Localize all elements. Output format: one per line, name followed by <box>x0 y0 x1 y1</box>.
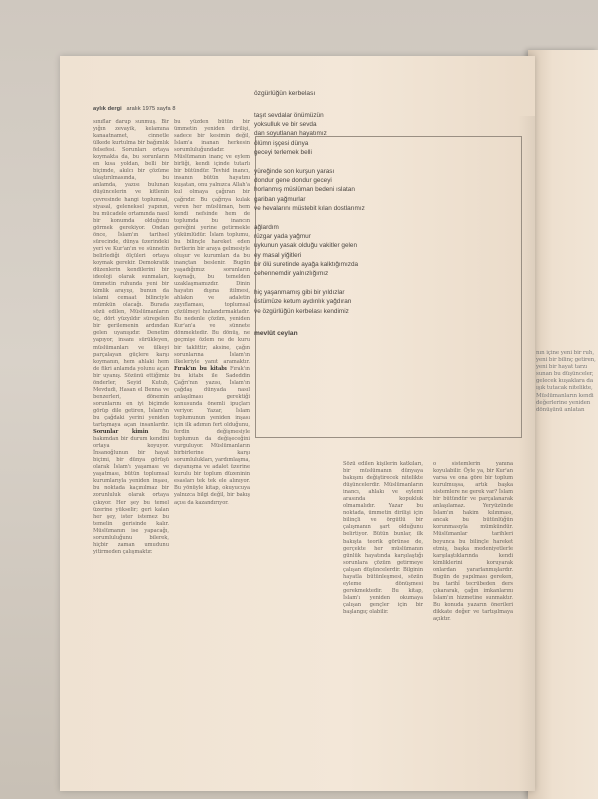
poem-line: hiç yaşanmamış gibi bir yıldızlar <box>254 289 345 297</box>
facing-page-text: nın içine yeni bir ruh, yeni bir bilinç getiren, yeni bir hayat tarzı sunan bu düşünceler, gelecek kuşaklara da ışık tutacak nitelikte, Müslümanların kendi değerlerine yeniden dönüşünü anlatan <box>536 350 596 413</box>
poem-line: yüreğinde son kurşun yarası <box>254 168 335 176</box>
poem-line: dondur gene dondur geceyi <box>254 177 332 185</box>
poem-line: ağlardım <box>254 224 279 232</box>
poem-stanza <box>254 223 459 278</box>
page-shadow <box>518 116 535 791</box>
poem-title: özgürlüğün kerbelası <box>254 90 316 97</box>
poem-line: ve özgürlüğün kerbelası kendimiz <box>254 307 349 315</box>
text-column-4 <box>433 461 513 761</box>
poem-line: bir ölü suretinde ayağa kalktığımızda <box>254 260 359 268</box>
poem-stanza <box>254 111 459 157</box>
subheading-2: Fırak'ın bu kitabı <box>174 365 227 372</box>
issue-info: aralık 1975 sayfa 8 <box>126 106 176 112</box>
poem-stanza <box>254 288 459 316</box>
poem-line: horlanmış müslüman bedeni ıslatan <box>254 186 355 194</box>
poem-line: yoksulluk ve bir sevda <box>254 121 317 129</box>
poem <box>254 90 459 337</box>
poem-line: üstümüze ketum aydınlık yağdıran <box>254 298 352 306</box>
text-column-3 <box>343 461 423 761</box>
column-1b-text: Bu bakımdan bir durum kendini ortaya koyuyor. İnsanoğlunun bir hayat biçimi, bir dünya görüşü olarak İslam'ı yaşaması ve yaşatması, bütün toplumsal kurumlarıyla yeniden inşası, bu noktada kaçınılmaz bir zorunluluk olarak ortaya çıkıyor. Her şey bu temel üzerine yükselir; geri kalan her şey, ister istemez bu temelin gerisinde kalır. Müslümanın ise yapacağı, sorumluluğunu bilerek, hiçbir zaman umudunu yitirmeden çalışmaktır. <box>93 429 169 555</box>
poem-line: gariban yağmurlar <box>254 195 306 203</box>
poem-line: ölümn işçesi dünya <box>254 139 309 147</box>
poem-line: taşıt sevdalar önümüzün <box>254 112 324 119</box>
poem-line: uykunun yasak olduğu vakitler gelen <box>254 242 358 250</box>
poem-line: dan soyutlanan hayatımız <box>254 130 327 138</box>
column-4-text: o sistemlerin yanına koyulabilir. Öyle ya, bir Kur'an varsa ve ona göre bir toplum kurulmuşsa, artık başka sistemlere ne gerek var? İslam bir bütündür ve parçalanarak anlaşılamaz. Yeryüzünde İslam'ın hakim kılınması, ancak bu bütünlüğün korunmasıyla mümkündür. Müslümanlar tarihleri boyunca bu bilinçle hareket etmiş, başka medeniyetlerle karşılaştıklarında kendi kimliklerini koruyarak onlardan yararlanmışlardır. Bugün de yapılması gereken, bu tarihî tecrübeden ders çıkararak, çağın imkanlarını İslam'ın hizmetine sunmaktır. Bu konuda yazarın önerileri dikkate değer ve tartışılmaya açıktır. <box>433 461 513 623</box>
poem-line: ve hevalarını müstebit kılan dostlarımız <box>254 204 365 212</box>
text-column-2 <box>174 119 250 759</box>
facing-page <box>528 50 598 799</box>
poem-stanzas <box>254 111 459 316</box>
column-1-text: sınıflar darup sunmuş. Bir yığın zevayik, kelamına kanaatnamet, cinnetle ülkede kurtulma bir bağımlık felsefesi. Sorunları ortaya koymakta da, bu sorunların en kısa yoldan, belli bir biçimde, akılcı bir çözüme ulaştırılmasında, bu anlamda, yazısı bulunan düşüncelerin ve kitlenin çevresinde hangi toplumsal, siyasal, geleneksel yapının, bu mücadele ortamında nasıl bir konumda olduğunu görmek gerekiyor. Ondan önce, İslam'ın tarihsel sürecinde, dünya üzerindeki yeri ve Kur'an'ın ve sünnetin belirlediği ölçüleri ortaya koymak gerekir. Demokratik düzenlerin kendilerini bir ideoloji olarak sunmaları, ümmetin ruhunda yeni bir kimlik arayışı, bunun da islami cemaat bilinciyle mümkün olacağı. Burada sözü edilen, Müslümanların üç, dört yüzyıldır süregelen bir gerilemenin ardından gelen uyanışıdır. Denetim yapıyor, insanı sürükleyen, müslümanları ve ülkeyi parçalayan güçlere karşı koymanın, hem ahlaki hem de fikri anlamda yolunu açan bir uyanış. Sözünü ettiğimiz önderler, Seyid Kutub, Mevdudi, Hasan el Benna ve benzerleri, dönemin sorunlarını en iyi biçimde görüp dile getiren, İslam'ın bu çağdaki yerini yeniden tartışmaya açan insanlardır. <box>93 119 169 429</box>
magazine-name: aylık dergi <box>93 106 122 112</box>
column-2b-text: Fırak'ın bu kitabı ile Sadeddin Çağrı'nın yazısı, İslam'ın çağdaş dünyada nasıl anlaşılması gerektiği konusunda önemli ipuçları veriyor. Yazar, İslam toplumunun yeniden inşası için ilk adımın fert olduğunu, ferdin değişmesiyle toplumun da değişeceğini vurguluyor. Müslümanların birbirlerine karşı sorumlulukları, yardımlaşma, dayanışma ve adalet üzerine kurulu bir toplum düzeninin esasları tek tek ele alınıyor. Bu yönüyle kitap, okuyucuya yalnızca bilgi değil, bir bakış açısı da kazandırıyor. <box>174 365 250 506</box>
poem-author: mevlüt ceylan <box>254 329 298 337</box>
text-column-1 <box>93 119 169 759</box>
column-2-text: bu yüzden bütün bir ümmetin yeniden dirilişi, sadece bir kesimin değil, İslam'a inanan herkesin sorumluluğundadır. Müslümanın inanç ve eylem birliği, kendi içinde tutarlı bir bütündür. Tevhid inancı, insanın bütün hayatını kuşatan, onu yalnızca Allah'a kul olmaya çağıran bir çağrıdır. Bu çağrıya kulak veren her müslüman, hem kendi nefsinde hem de toplumda bu inancın gereğini yerine getirmekle yükümlüdür. İslam toplumu, bu bilinçle hareket eden fertlerin bir araya gelmesiyle oluşur ve kurumları da bu inançtan beslenir. Bugün yaşadığımız sorunların kaynağı, bu temelden uzaklaşmamızdır. Dinin hayatın dışına itilmesi, ahlakın ve adaletin zayıflaması, toplumsal çözülmeyi hızlandırmaktadır. Bu nedenle çözüm, yeniden Kur'an'a ve sünnete dönmektedir. Bu dönüş, ne geçmişe özlem ne de kuru bir taklittir; aksine, çağın sorunlarına İslam'ın ilkeleriyle yanıt aramaktır. <box>174 119 250 365</box>
subheading-1: Sorunlar kimin <box>93 429 149 436</box>
poem-line: ey masal yiğitleri <box>254 251 302 259</box>
poem-stanza <box>254 167 459 213</box>
poem-line: cehennemdir yalnızlığımız <box>254 270 329 278</box>
poem-line: rüzgar yada yağmur <box>254 233 311 241</box>
page-header <box>93 106 176 112</box>
poem-line: geceyi terlemek belli <box>254 148 312 156</box>
column-3-text: Sözü edilen kişilerin katkıları, bir müslümanın dünyaya bakışını değiştirecek nitelikte düşüncelerdir. Müslümanların inancı, ahlakı ve eylemi arasında kopukluk olmamalıdır. Yazar bu noktada, ümmetin dirilişi için bilinçli ve örgütlü bir çalışmanın şart olduğunu belirtiyor. Bütün bunlar, ilk bakışta teorik görünse de, gerçekte her müslümanın günlük hayatında karşılaştığı sorunlara çözüm getirmeye çalışan düşüncelerdir. Bilginin hayatla bütünleşmesi, sözün eyleme dönüşmesi gerekmektedir. Bu kitap, İslam'ı yeniden okumaya çalışan gençler için bir başlangıç olabilir. <box>343 461 423 615</box>
